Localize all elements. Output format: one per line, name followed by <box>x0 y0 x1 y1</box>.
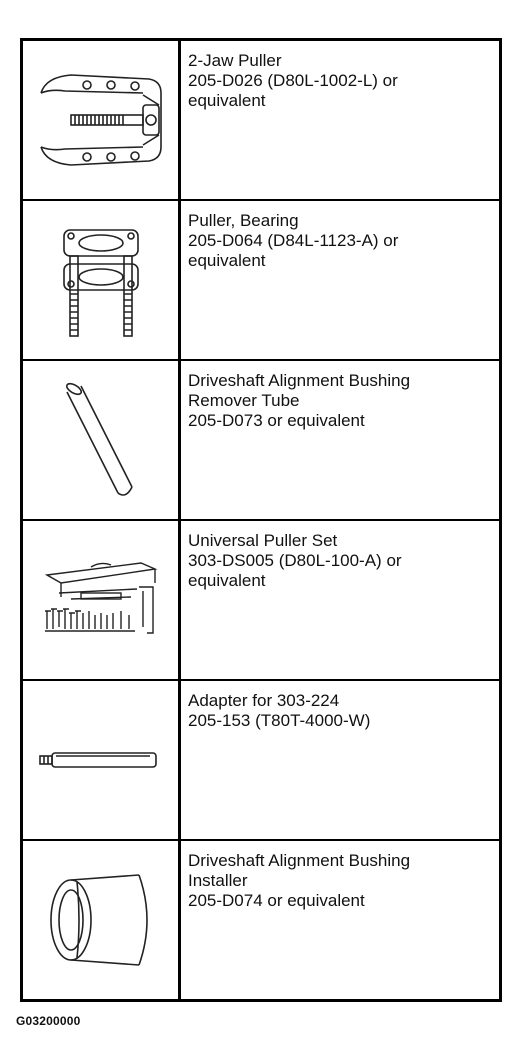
tool-name: 2-Jaw Puller <box>188 51 282 70</box>
tool-part-number: 205-D026 (D80L-1002-L) or <box>188 71 398 90</box>
tool-part-number: 205-153 (T80T-4000-W) <box>188 711 371 730</box>
tool-part-number: 303-DS005 (D80L-100-A) or <box>188 551 402 570</box>
tool-part-number: 205-D073 or equivalent <box>188 411 365 430</box>
tool-name-continued: Remover Tube <box>188 391 300 410</box>
tool-name: Puller, Bearing <box>188 211 299 230</box>
tool-description <box>181 521 499 679</box>
tool-equivalent-note: equivalent <box>188 571 266 590</box>
tool-equivalent-note: equivalent <box>188 91 266 110</box>
figure-id: G03200000 <box>16 1014 81 1028</box>
two-jaw-puller-icon <box>23 41 181 199</box>
tool-name: Driveshaft Alignment Bushing <box>188 371 411 390</box>
tool-row <box>23 361 499 521</box>
adapter-rod-icon <box>23 681 181 839</box>
tool-row <box>23 521 499 681</box>
universal-puller-set-icon <box>23 521 181 679</box>
tool-name-continued: Installer <box>188 871 248 890</box>
tool-name: Driveshaft Alignment Bushing <box>188 851 411 870</box>
tool-part-number: 205-D074 or equivalent <box>188 891 365 910</box>
tool-name: Adapter for 303-224 <box>188 691 340 710</box>
tool-row <box>23 841 499 999</box>
tool-description <box>181 841 499 999</box>
tool-name: Universal Puller Set <box>188 531 338 550</box>
tool-description <box>181 201 499 359</box>
tool-row <box>23 201 499 361</box>
bushing-installer-icon <box>23 841 181 999</box>
tool-row <box>23 41 499 201</box>
remover-tube-icon <box>23 361 181 519</box>
tool-description <box>181 361 499 519</box>
special-tools-table <box>20 38 502 1002</box>
tool-part-number: 205-D064 (D84L-1123-A) or <box>188 231 399 250</box>
tool-row <box>23 681 499 841</box>
tool-description <box>181 41 499 199</box>
bearing-puller-icon <box>23 201 181 359</box>
tool-equivalent-note: equivalent <box>188 251 266 270</box>
tool-description <box>181 681 499 839</box>
